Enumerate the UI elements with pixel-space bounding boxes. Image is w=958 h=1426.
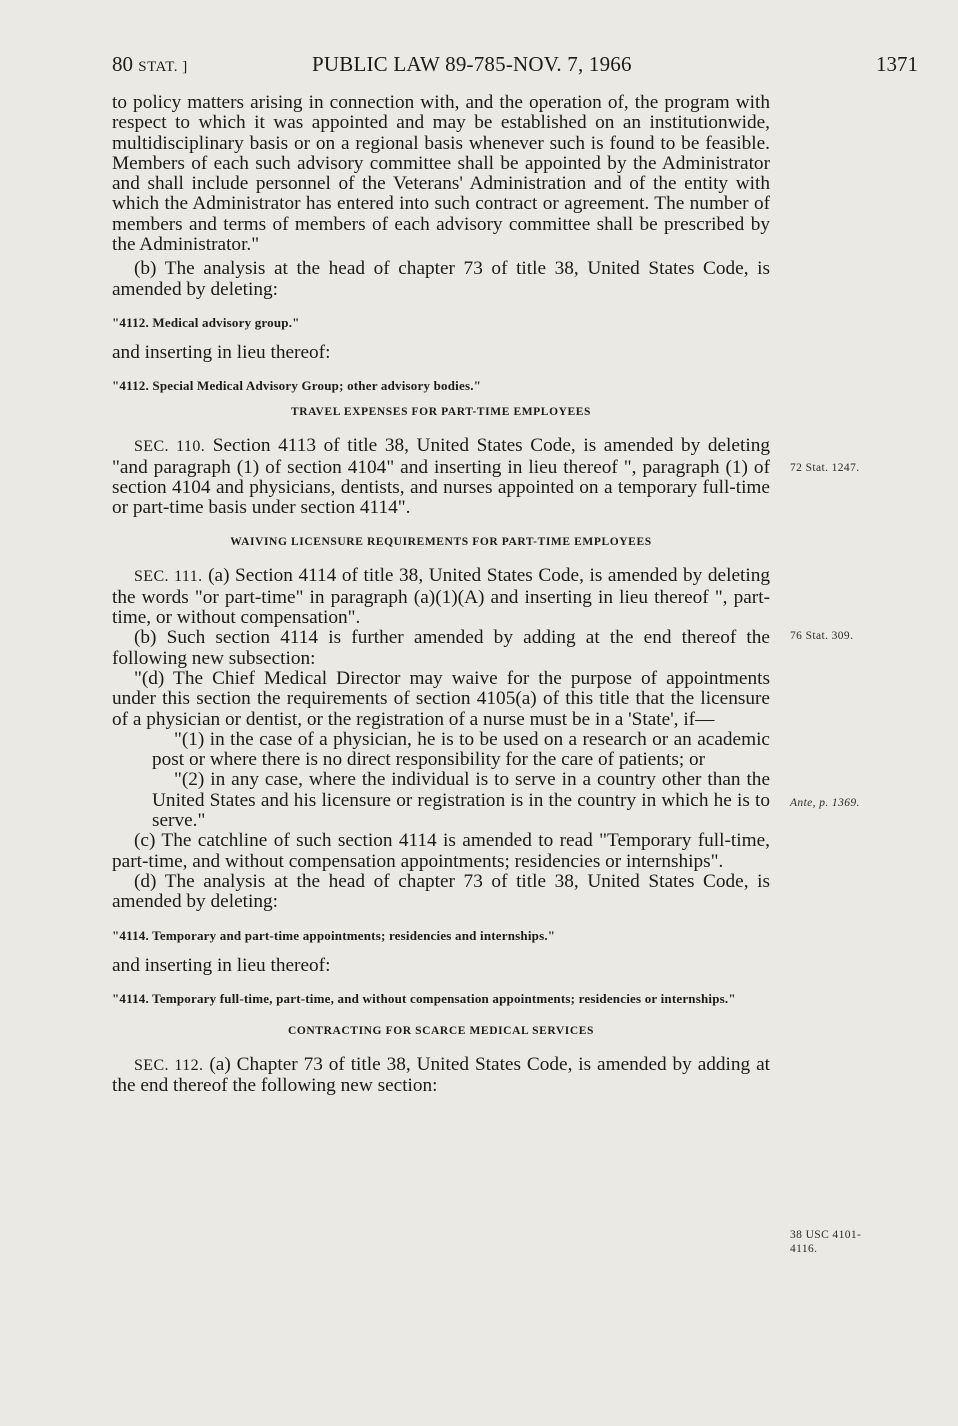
- margin-note-38-usc-line2: 4116.: [790, 1243, 818, 1255]
- running-title: PUBLIC LAW 89-785-NOV. 7, 1966: [312, 52, 632, 76]
- margin-note-38-usc-line1: 38 USC 4101-: [790, 1229, 862, 1241]
- insert-phrase-1: and inserting in lieu thereof:: [112, 341, 331, 363]
- volume-label: STAT. ]: [138, 59, 188, 75]
- section-112: [112, 1055, 770, 1097]
- volume-number: 80: [112, 52, 133, 76]
- page-header: [112, 52, 918, 82]
- section-110-label: SEC. 110.: [134, 438, 206, 456]
- section-112-label: SEC. 112.: [134, 1056, 204, 1074]
- cite-4114-new: "4114. Temporary full-time, part-time, and without compensation appointments; residencies or internships.": [112, 990, 736, 1006]
- section-111: [112, 566, 770, 628]
- paragraph-111-d2: "(2) in any case, where the individual is to serve in a country other than the United States and his licensure or registration is in the country in which he is to serve.": [152, 769, 770, 832]
- heading-travel-expenses: TRAVEL EXPENSES FOR PART-TIME EMPLOYEES: [290, 406, 592, 419]
- paragraph-111c: (c) The catchline of such section 4114 is amended to read "Temporary full-time, part-time, and without compensation appointments; residencies or internships".: [112, 830, 770, 872]
- page-number: 1371: [876, 52, 918, 76]
- cite-4114-old: "4114. Temporary and part-time appointments; residencies and internships.": [112, 927, 556, 943]
- section-110: [112, 436, 770, 518]
- margin-note-72-stat: 72 Stat. 1247.: [790, 462, 860, 474]
- section-110-text: Section 4113 of title 38, United States Code, is amended by deleting "and paragraph (1) of section 4104" and inserting in lieu thereof ", paragraph (1) of section 4104 and physicians, dentists, and nurses appointed on a temporary full-time or part-time basis under section 4114".: [112, 435, 770, 519]
- heading-waiving-licensure: WAIVING LICENSURE REQUIREMENTS FOR PART-TIME EMPLOYEES: [230, 536, 652, 549]
- section-112-text: (a) Chapter 73 of title 38, United States Code, is amended by adding at the end thereof the following new section:: [112, 1053, 771, 1097]
- paragraph-110b: (b) The analysis at the head of chapter 73 of title 38, United States Code, is amended by deleting:: [112, 258, 770, 300]
- volume-citation: [112, 52, 188, 77]
- paragraph-111-d1: "(1) in the case of a physician, he is to be used on a research or an academic post or where there is no direct responsibility for the care of patients; or: [152, 728, 770, 771]
- margin-note-76-stat: 76 Stat. 309.: [790, 630, 854, 642]
- paragraph-111b: (b) Such section 4114 is further amended by adding at the end thereof the following new subsection:: [112, 627, 770, 669]
- heading-contracting: CONTRACTING FOR SCARCE MEDICAL SERVICES: [287, 1024, 595, 1037]
- margin-note-38-usc: [790, 1228, 861, 1256]
- paragraph-111d-analysis: (d) The analysis at the head of chapter 73 of title 38, United States Code, is amended by deleting:: [112, 870, 770, 913]
- cite-4112-old: "4112. Medical advisory group.": [112, 314, 300, 330]
- intro-paragraph: to policy matters arising in connection with, and the operation of, the program with respect to which it was appointed and may be established on an institutionwide, multidisciplinary basis or on a regional basis whenever such is found to be feasible. Members of each such advisory committee shall be appointed by the Administrator and shall include personnel of the Veterans' Administration and of the entity with which the Administrator has entered into such contract or agreement. The number of members and terms of members of each advisory committee shall be prescribed by the Administrator.": [112, 92, 770, 256]
- section-111-text: (a) Section 4114 of title 38, United States Code, is amended by deleting the words "or part-time" in paragraph (a)(1)(A) and inserting in lieu thereof ", part-time, or without compensation".: [112, 565, 770, 629]
- insert-phrase-2: and inserting in lieu thereof:: [112, 954, 331, 976]
- section-111-label: SEC. 111.: [134, 568, 203, 586]
- cite-4112-new: "4112. Special Medical Advisory Group; other advisory bodies.": [112, 378, 482, 394]
- body-text: [112, 93, 770, 1096]
- paragraph-111-d: "(d) The Chief Medical Director may waive for the purpose of appointments under this section the requirements of section 4105(a) of this title that the licensure of a physician or dentist, or the registration of a nurse must be in a 'State', if—: [112, 667, 770, 730]
- margin-note-ante: Ante, p. 1369.: [790, 797, 860, 809]
